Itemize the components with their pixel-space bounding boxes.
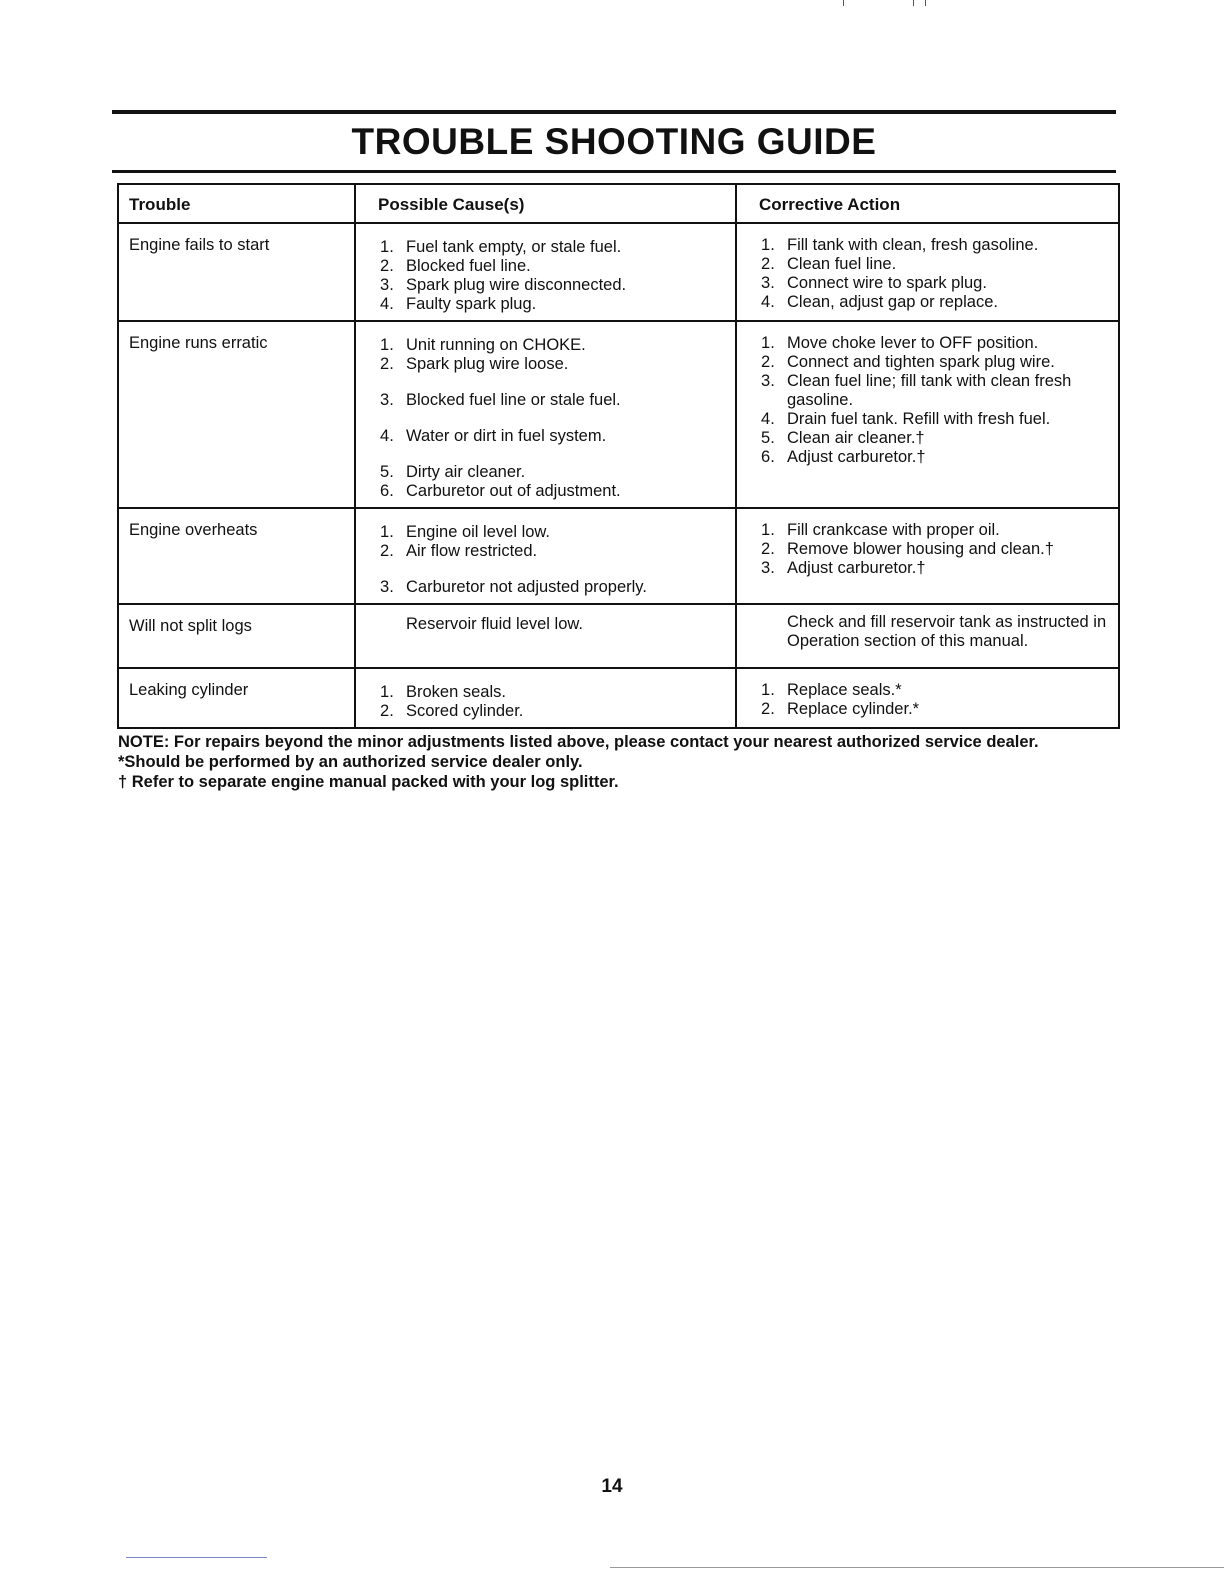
actions-cell [736,604,1119,668]
action-item: Remove blower housing and clean.† [787,540,1054,558]
cause-item: Engine oil level low. [406,523,551,541]
note-authorized-dealer: *Should be performed by an authorized service dealer only. [118,753,583,771]
action-item: Clean fuel line. [787,255,897,273]
cause-item: Dirty air cleaner. [406,463,526,481]
actions-cell [736,321,1119,508]
troubleshooting-table [117,183,1120,729]
action-item: Replace seals.* [787,681,902,699]
cause-item: Spark plug wire disconnected. [406,276,627,294]
cause-item: Fuel tank empty, or stale fuel. [406,238,622,256]
cause-item: Broken seals. [406,683,506,701]
scan-mark [610,1567,1224,1568]
cause-item: Reservoir fluid level low. [406,615,583,633]
cause-item: Water or dirt in fuel system. [406,427,607,445]
action-item: Fill tank with clean, fresh gasoline. [787,236,1039,254]
action-item: Move choke lever to OFF position. [787,334,1039,352]
causes-cell [355,223,736,321]
action-item: Fill crankcase with proper oil. [787,521,1000,539]
trouble-cell: Engine overheats [118,508,355,604]
action-item: Adjust carburetor.† [787,559,926,577]
cause-item: Unit running on CHOKE. [406,336,586,354]
note-engine-manual: † Refer to separate engine manual packed with your log splitter. [118,773,619,791]
action-item: Connect wire to spark plug. [787,274,987,292]
actions-cell [736,668,1119,728]
table-row [118,668,1119,728]
table-row [118,508,1119,604]
scan-mark [843,0,844,6]
title-rule-bottom [112,170,1116,173]
trouble-cell: Engine fails to start [118,223,355,321]
causes-cell [355,321,736,508]
cause-item: Faulty spark plug. [406,295,537,313]
cause-item: Spark plug wire loose. [406,355,569,373]
table-row [118,223,1119,321]
cause-item: Air flow restricted. [406,542,538,560]
causes-cell [355,604,736,668]
column-header-trouble: Trouble [118,184,355,223]
table-row [118,321,1119,508]
table-header-row [118,184,1119,223]
actions-cell [736,508,1119,604]
action-item: Replace cylinder.* [787,700,920,718]
title-block [112,110,1116,173]
page-number: 14 [601,1476,623,1497]
action-item: Connect and tighten spark plug wire. [787,353,1055,371]
cause-item: Carburetor out of adjustment. [406,482,621,500]
cause-item: Blocked fuel line. [406,257,531,275]
scan-mark [925,0,926,6]
action-item: Clean air cleaner.† [787,429,925,447]
column-header-actions: Corrective Action [736,184,1119,223]
trouble-cell: Leaking cylinder [118,668,355,728]
action-item: Check and fill reservoir tank as instructed in Operation section of this manual. [787,613,1107,650]
scan-mark [126,1557,267,1558]
trouble-cell: Engine runs erratic [118,321,355,508]
action-item: Adjust carburetor.† [787,448,926,466]
scan-mark [913,0,914,6]
cause-item: Scored cylinder. [406,702,524,720]
cause-item: Carburetor not adjusted properly. [406,578,647,596]
page-title: TROUBLE SHOOTING GUIDE [351,121,877,162]
causes-cell [355,508,736,604]
trouble-cell: Will not split logs [118,604,355,668]
notes-block [118,732,1118,792]
column-header-causes: Possible Cause(s) [355,184,736,223]
title-rule-top [112,110,1116,114]
table-row [118,604,1119,668]
action-item: Clean, adjust gap or replace. [787,293,998,311]
note-repairs: NOTE: For repairs beyond the minor adjustments listed above, please contact your nearest authorized service dealer. [118,733,1039,751]
cause-item: Blocked fuel line or stale fuel. [406,391,621,409]
action-item: Clean fuel line; fill tank with clean fresh gasoline. [787,372,1072,409]
actions-cell [736,223,1119,321]
action-item: Drain fuel tank. Refill with fresh fuel. [787,410,1051,428]
causes-cell [355,668,736,728]
